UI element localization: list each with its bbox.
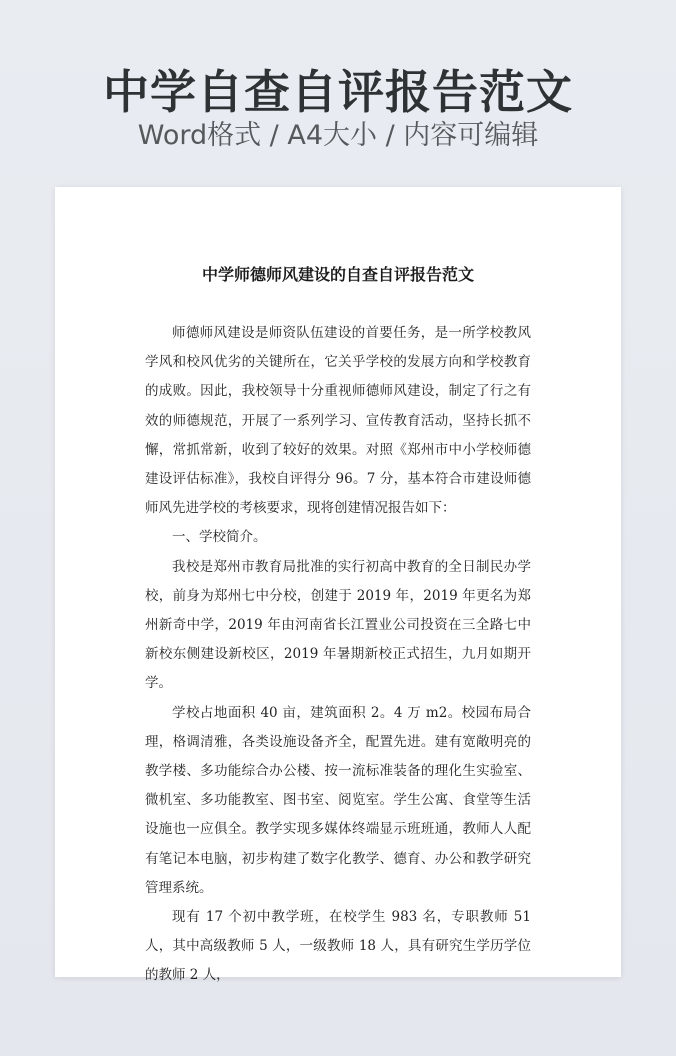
banner-subtitle: Word格式 / A4大小 / 内容可编辑 bbox=[137, 120, 539, 151]
document-page bbox=[55, 187, 621, 984]
paragraph-school-history: 我校是郑州市教育局批准的实行初高中教育的全日制民办学校，前身为郑州七中分校，创建于 2019 年，2019 年更名为郑州新奇中学，2019 年由河南省长江置业公司投资在三全路七中新校东侧建设新校区，2019 年暑期新校正式招生，九月如期开学。 bbox=[145, 558, 531, 692]
paragraph-intro: 师德师风建设是师资队伍建设的首要任务，是一所学校教风学风和校风优劣的关键所在，它关乎学校的发展方向和学校教育的成败。因此，我校领导十分重视师德师风建设，制定了行之有效的师德规范，开展了一系列学习、宣传教育活动，坚持长抓不懈，常抓常新，收到了较好的效果。对照《郑州市中小学校师德建设评估标准》，我校自评得分 96。7 分，基本符合市建设师德师风先进学校的考核要求，现将创建情况报告如下： bbox=[145, 325, 531, 517]
document-body bbox=[145, 319, 531, 991]
banner-title: 中学自查自评报告范文 bbox=[103, 65, 573, 119]
section-heading-school-intro: 一、学校简介。 bbox=[172, 529, 267, 546]
paragraph-campus-facilities: 学校占地面积 40 亩，建筑面积 2。4 万 m2。校园布局合理，格调清雅，各类设施设备齐全，配置先进。建有宽敞明亮的教学楼、多功能综合办公楼、按一流标准装备的理化生实验室、微机室、多功能教室、图书室、阅览室。学生公寓、食堂等生活设施也一应俱全。教学实现多媒体终端显示班班通，教师人人配有笔记本电脑，初步构建了数字化教学、德育、办公和教学研究管理系统。 bbox=[145, 704, 531, 896]
paragraph-staff-stats: 现有 17 个初中教学班，在校学生 983 名，专职教师 51 人，其中高级教师 5 人，一级教师 18 人，具有研究生学历学位的教师 2 人， bbox=[145, 909, 531, 984]
document-title: 中学师德师风建设的自查自评报告范文 bbox=[201, 265, 474, 284]
